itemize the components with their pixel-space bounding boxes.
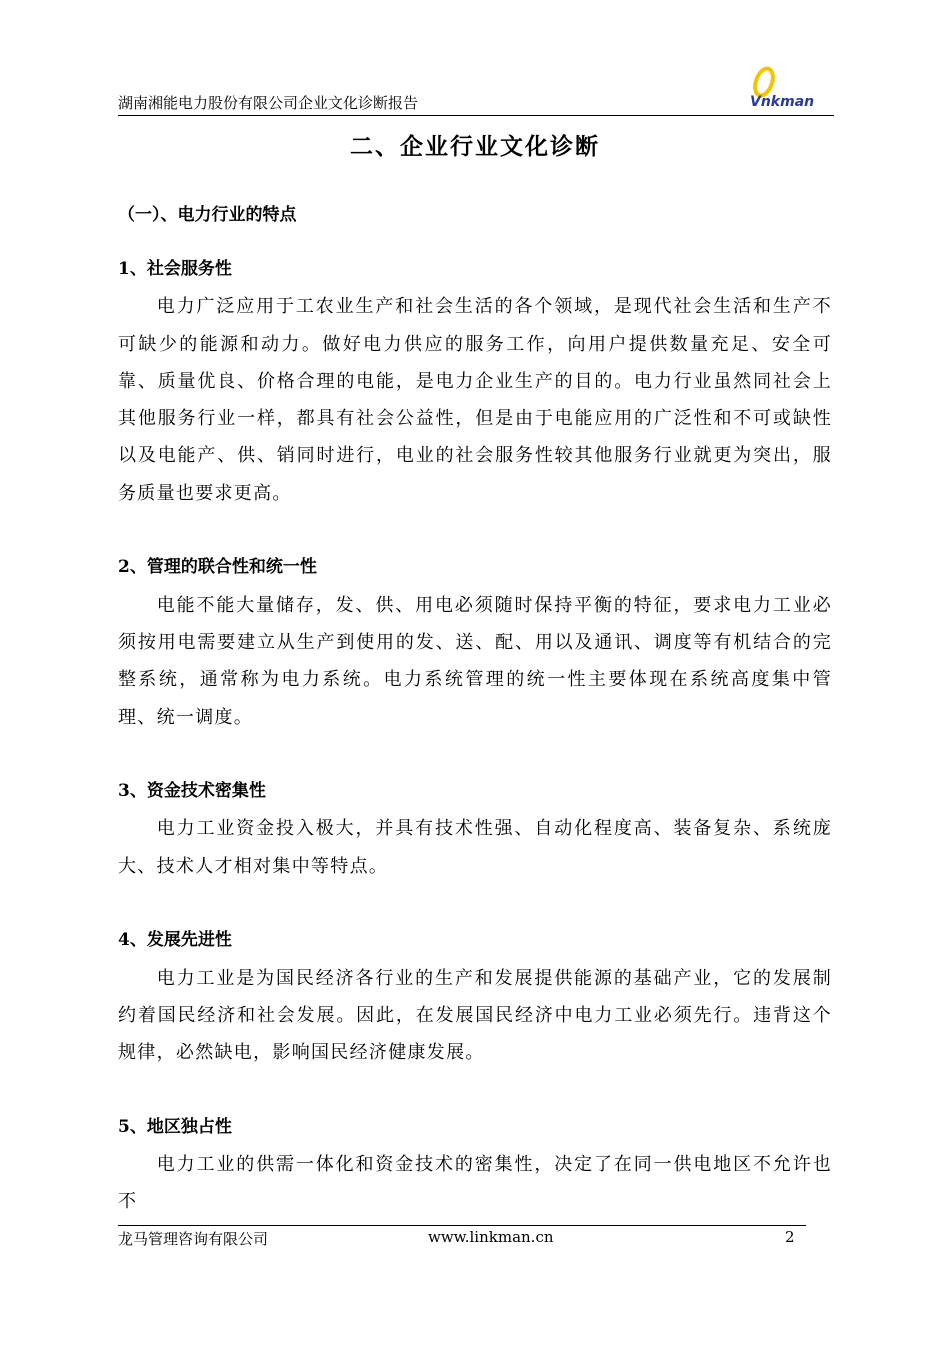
- item-paragraph: 电力工业的供需一体化和资金技术的密集性，决定了在同一供电地区不允许也不: [118, 1154, 832, 1213]
- header-company: 湖南湘能电力股份有限公司企业文化诊断报告: [118, 94, 419, 112]
- item-paragraph: 电力工业是为国民经济各行业的生产和发展提供能源的基础产业，它的发展制约着国民经济和社会发展。因此，在发展国民经济中电力工业必须先行。违背这个规律，必然缺电，影响国民经济健康发展。: [118, 967, 832, 1064]
- page-number: 2: [785, 1228, 795, 1246]
- item-heading: 4、发展先进性: [118, 930, 232, 951]
- header-rule: [118, 115, 834, 116]
- item-heading: 5、地区独占性: [118, 1116, 232, 1137]
- body-content: [118, 251, 832, 1258]
- svg-text:Vnkman: Vnkman: [750, 94, 815, 110]
- page-title: 二、企业行业文化诊断: [350, 133, 600, 160]
- footer-company: 龙马管理咨询有限公司: [118, 1230, 269, 1248]
- item-paragraph: 电力广泛应用于工农业生产和社会生活的各个领域，是现代社会生活和生产不可缺少的能源和动力。做好电力供应的服务工作，向用户提供数量充足、安全可靠、质量优良、价格合理的电能，是电力企业生产的目的。电力行业虽然同社会上其他服务行业一样，都具有社会公益性，但是由于电能应用的广泛性和不可或缺性以及电能产、供、销同时进行，电业的社会服务性较其他服务行业就更为突出，服务质量也要求更高。: [118, 296, 832, 504]
- footer-url: www.linkman.cn: [428, 1228, 554, 1246]
- item-paragraph: 电能不能大量储存，发、供、用电必须随时保持平衡的特征，要求电力工业必须按用电需要建立从生产到使用的发、送、配、用以及通讯、调度等有机结合的完整系统，通常称为电力系统。电力系统管理的统一性主要体现在系统高度集中管理、统一调度。: [118, 594, 832, 728]
- item-heading: 1、社会服务性: [118, 259, 232, 279]
- footer-rule: [118, 1225, 806, 1226]
- item-heading: 2、管理的联合性和统一性: [118, 557, 317, 578]
- item-heading: 3、资金技术密集性: [118, 781, 266, 802]
- item-paragraph: 电力工业资金投入极大，并具有技术性强、自动化程度高、装备复杂、系统庞大、技术人才相对集中等特点。: [118, 818, 832, 877]
- linkman-logo: [748, 66, 818, 110]
- section-heading: （一）、电力行业的特点: [118, 205, 297, 225]
